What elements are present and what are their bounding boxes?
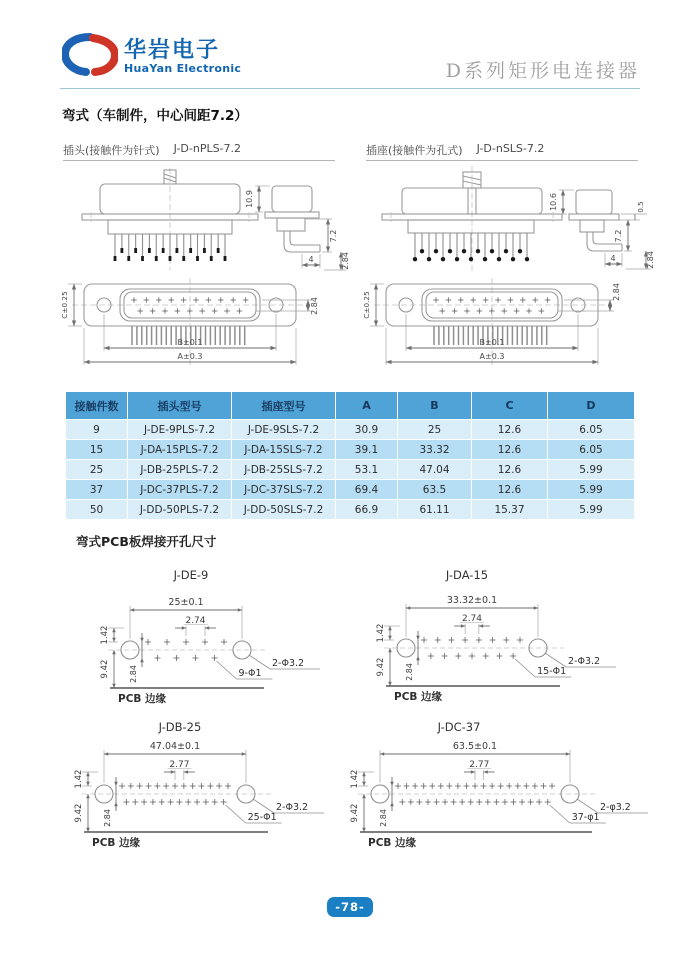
dim-label: 4 — [308, 255, 314, 264]
dim-label: 2.84 — [310, 297, 319, 315]
table-cell: J-DA-15SLS-7.2 — [232, 440, 336, 460]
dim-label: 10.6 — [549, 193, 558, 211]
pcb-section-title: 弯式PCB板焊接开孔尺寸 — [76, 534, 217, 549]
table-cell: 63.5 — [398, 480, 472, 500]
dim-label: A±0.3 — [177, 352, 203, 361]
page-number-badge: -78- — [327, 897, 373, 917]
svg-text:1.42: 1.42 — [350, 769, 360, 789]
table-cell: J-DA-15PLS-7.2 — [128, 440, 232, 460]
table-row — [66, 500, 634, 520]
svg-text:25-Φ1: 25-Φ1 — [247, 812, 277, 823]
pcb-drawing-jdb25 — [68, 734, 338, 852]
svg-text:PCB 边缘: PCB 边缘 — [368, 837, 417, 849]
svg-text:1.42: 1.42 — [74, 769, 84, 789]
table-cell: J-DE-9SLS-7.2 — [232, 420, 336, 440]
svg-text:2.77: 2.77 — [469, 760, 490, 770]
plug-side-dims — [245, 186, 350, 270]
pcb-drawing-title: J-DA-15 — [445, 568, 489, 582]
svg-text:2-φ3.2: 2-φ3.2 — [600, 802, 631, 813]
svg-text:2.84: 2.84 — [405, 663, 414, 681]
svg-text:2.77: 2.77 — [169, 760, 190, 770]
table-cell: 37 — [66, 480, 128, 500]
svg-text:2.74: 2.74 — [461, 614, 483, 624]
table-cell: J-DB-25PLS-7.2 — [128, 460, 232, 480]
plug-label-underline — [63, 160, 335, 161]
dim-label: 2.84 — [341, 252, 350, 270]
table-row — [66, 420, 634, 440]
svg-text:2.84: 2.84 — [129, 665, 138, 683]
column-header: C — [472, 392, 548, 420]
plug-face-dims — [60, 284, 319, 365]
socket-technical-drawing — [360, 162, 660, 376]
table-row — [66, 480, 634, 500]
svg-text:2-Φ3.2: 2-Φ3.2 — [272, 658, 305, 669]
socket-type-label: 插座(接触件为孔式) — [366, 144, 463, 157]
table-header-row — [66, 392, 634, 420]
table-cell: 33.32 — [398, 440, 472, 460]
spec-table — [66, 392, 634, 520]
table-cell: 12.6 — [472, 460, 548, 480]
table-cell: J-DD-50PLS-7.2 — [128, 500, 232, 520]
table-cell: 12.6 — [472, 420, 548, 440]
svg-text:9-Φ1: 9-Φ1 — [238, 668, 262, 679]
table-cell: J-DE-9PLS-7.2 — [128, 420, 232, 440]
table-cell: 5.99 — [548, 460, 634, 480]
column-header: 接触件数 — [66, 392, 128, 420]
table-cell: 50 — [66, 500, 128, 520]
plug-technical-drawing — [58, 162, 350, 376]
company-name-en: HuaYan Electronic — [124, 62, 242, 75]
socket-front-view — [382, 166, 562, 272]
column-header: 插座型号 — [232, 392, 336, 420]
table-cell: 39.1 — [336, 440, 398, 460]
dim-label: C±0.25 — [362, 291, 371, 319]
svg-text:63.5±0.1: 63.5±0.1 — [452, 741, 498, 752]
table-cell: 30.9 — [336, 420, 398, 440]
table-cell: J-DC-37PLS-7.2 — [128, 480, 232, 500]
svg-text:9.42: 9.42 — [376, 657, 386, 677]
column-header: B — [398, 392, 472, 420]
plug-drawing-label — [63, 142, 241, 158]
header-rule — [60, 88, 640, 89]
company-name-cn: 华岩电子 — [124, 38, 221, 63]
svg-text:PCB 边缘: PCB 边缘 — [118, 693, 167, 705]
pcb-drawing-jde9 — [94, 590, 334, 708]
table-cell: 6.05 — [548, 420, 634, 440]
table-cell: J-DD-50SLS-7.2 — [232, 500, 336, 520]
dim-label: 7.2 — [329, 229, 338, 243]
dim-label: 0.5 — [637, 201, 645, 213]
socket-drawing-label — [366, 142, 544, 158]
svg-text:47.04±0.1: 47.04±0.1 — [149, 741, 201, 752]
pcb-drawing-title: J-DE-9 — [173, 568, 209, 582]
plug-type-label: 插头(接触件为针式) — [63, 144, 160, 157]
table-row — [66, 460, 634, 480]
pcb-drawing-jda15 — [370, 588, 630, 706]
table-cell: 9 — [66, 420, 128, 440]
pcb-drawing-title: J-DC-37 — [437, 720, 481, 734]
table-cell: 25 — [398, 420, 472, 440]
table-cell: 12.6 — [472, 480, 548, 500]
svg-text:1.42: 1.42 — [376, 623, 386, 643]
section-title: 弯式（车制件，中心间距7.2） — [62, 108, 248, 124]
svg-text:9.42: 9.42 — [74, 803, 84, 823]
plug-model: J-D-nPLS-7.2 — [173, 142, 242, 155]
svg-text:37-φ1: 37-φ1 — [571, 812, 600, 823]
svg-text:PCB 边缘: PCB 边缘 — [394, 691, 443, 703]
table-cell: 61.11 — [398, 500, 472, 520]
svg-text:2.84: 2.84 — [379, 809, 388, 827]
table-cell: 69.4 — [336, 480, 398, 500]
table-cell: 12.6 — [472, 440, 548, 460]
doc-title: D系列矩形电连接器 — [445, 60, 640, 82]
dim-label: B±0.1 — [177, 338, 203, 347]
table-cell: 25 — [66, 460, 128, 480]
svg-text:2.74: 2.74 — [185, 616, 206, 626]
pcb-drawing-title: J-DB-25 — [158, 720, 202, 734]
table-cell: 15.37 — [472, 500, 548, 520]
dim-label: 2.84 — [646, 251, 655, 269]
socket-model: J-D-nSLS-7.2 — [476, 142, 545, 155]
table-cell: 15 — [66, 440, 128, 460]
table-cell: 47.04 — [398, 460, 472, 480]
table-cell: 5.99 — [548, 500, 634, 520]
table-cell: 66.9 — [336, 500, 398, 520]
column-header: 插头型号 — [128, 392, 232, 420]
table-cell: 53.1 — [336, 460, 398, 480]
svg-text:9.42: 9.42 — [350, 803, 360, 823]
table-cell: 5.99 — [548, 480, 634, 500]
svg-text:2-Φ3.2: 2-Φ3.2 — [276, 802, 309, 813]
dim-label: 10.9 — [245, 190, 254, 208]
column-header: D — [548, 392, 634, 420]
svg-text:1.42: 1.42 — [100, 625, 110, 645]
socket-face-dims — [362, 283, 621, 365]
dim-label: B±0.1 — [479, 338, 505, 347]
socket-label-underline — [366, 160, 638, 161]
svg-text:PCB 边缘: PCB 边缘 — [92, 837, 141, 849]
dim-label: A±0.3 — [479, 352, 505, 361]
socket-side-dims — [549, 190, 655, 269]
svg-text:2-Φ3.2: 2-Φ3.2 — [568, 656, 601, 667]
dim-label: 7.2 — [614, 229, 623, 243]
company-logo-icon — [62, 32, 118, 78]
table-cell: J-DB-25SLS-7.2 — [232, 460, 336, 480]
table-row — [66, 440, 634, 460]
table-cell: J-DC-37SLS-7.2 — [232, 480, 336, 500]
svg-text:9.42: 9.42 — [100, 659, 110, 679]
svg-text:2.84: 2.84 — [103, 809, 112, 827]
dim-label: 4 — [610, 254, 616, 263]
table-cell: 6.05 — [548, 440, 634, 460]
column-header: A — [336, 392, 398, 420]
svg-text:15-Φ1: 15-Φ1 — [537, 666, 567, 677]
svg-text:33.32±0.1: 33.32±0.1 — [446, 595, 498, 606]
dim-label: C±0.25 — [60, 291, 69, 319]
pcb-drawing-jdc37 — [344, 734, 662, 852]
dim-label: 2.84 — [612, 283, 621, 301]
svg-text:25±0.1: 25±0.1 — [168, 597, 204, 608]
